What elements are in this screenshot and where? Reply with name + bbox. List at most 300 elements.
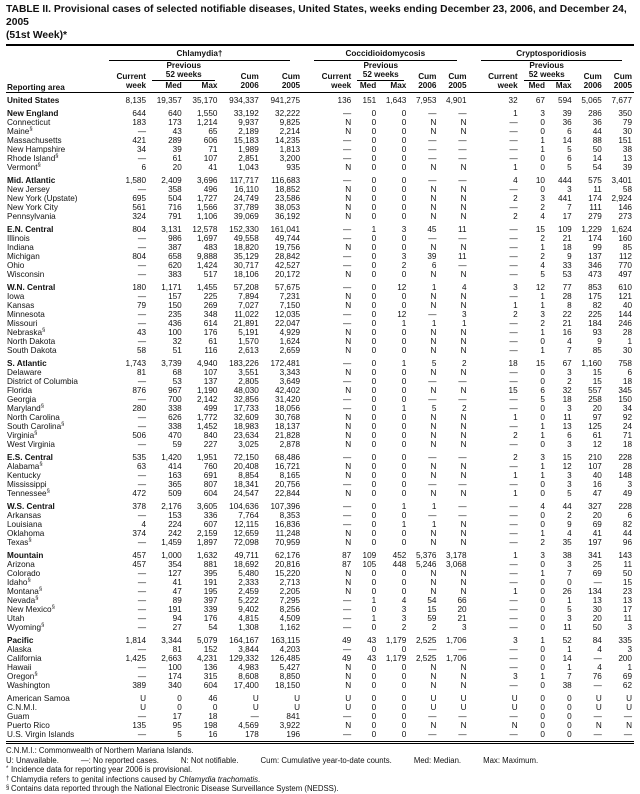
value-cell: 21 xyxy=(562,319,572,328)
value-cell: 4,983 xyxy=(238,663,259,672)
value-cell: 7,295 xyxy=(279,596,301,605)
value-cell: N xyxy=(430,431,437,440)
value-cell: 881 xyxy=(203,560,218,569)
value-cell: 1,160 xyxy=(581,359,602,368)
value-cell: 57,208 xyxy=(233,283,259,292)
value-cell: 2,805 xyxy=(238,377,259,386)
group-header-chlamydia xyxy=(97,45,302,61)
value-cell: — xyxy=(593,712,602,721)
value-cell: 146 xyxy=(618,203,632,212)
value-cell: — xyxy=(458,395,467,404)
value-cell: 1 xyxy=(627,663,632,672)
value-cell: N xyxy=(345,569,352,578)
value-cell: 2 xyxy=(513,212,518,221)
value-cell: 67 xyxy=(562,359,572,368)
value-cell: 0 xyxy=(540,127,545,136)
value-cell: — xyxy=(250,712,259,721)
reporting-area-cell: Florida xyxy=(7,386,33,395)
value-cell: U xyxy=(345,703,352,712)
value-cell: N xyxy=(430,663,437,672)
value-cell: 0 xyxy=(371,319,377,328)
value-cell: 1 xyxy=(540,462,545,471)
value-cell: 111 xyxy=(589,203,602,212)
value-cell: 6 xyxy=(627,511,632,520)
value-cell: 1,179 xyxy=(385,636,407,645)
value-cell: 30 xyxy=(622,127,632,136)
value-cell: — xyxy=(343,145,352,154)
reporting-area-cell: W.N. Central xyxy=(7,283,56,292)
value-cell: 14 xyxy=(562,654,572,663)
table-row xyxy=(6,578,634,587)
value-cell: 1 xyxy=(401,359,407,368)
value-cell: 269 xyxy=(203,301,218,310)
reporting-area-cell: Mountain xyxy=(7,551,44,560)
value-cell: 0 xyxy=(540,681,545,690)
value-cell: 0 xyxy=(401,234,407,243)
value-cell: 7,764 xyxy=(238,511,259,520)
value-cell: 8,135 xyxy=(125,96,147,105)
table-row xyxy=(6,596,634,605)
reporting-area-cell: New Jersey xyxy=(7,185,50,194)
value-cell: 39,069 xyxy=(233,212,259,221)
value-cell: N xyxy=(345,243,352,252)
table-row xyxy=(6,623,634,632)
value-cell: N xyxy=(430,203,437,212)
value-cell: 44 xyxy=(592,127,602,136)
value-cell: 0 xyxy=(371,109,377,118)
value-cell: 6 xyxy=(627,368,632,377)
value-cell: — xyxy=(458,645,467,654)
value-cell: 18 xyxy=(208,712,218,721)
value-cell: 0 xyxy=(401,569,407,578)
value-cell: 3 xyxy=(540,453,545,462)
value-cell: 24,547 xyxy=(233,489,259,498)
value-cell: — xyxy=(428,395,437,404)
value-cell: 3 xyxy=(401,614,407,623)
value-cell: 3 xyxy=(567,440,572,449)
value-cell: — xyxy=(137,587,147,596)
value-cell: 0 xyxy=(540,605,545,614)
value-cell: 1 xyxy=(401,404,407,413)
value-cell: 173 xyxy=(168,118,182,127)
table-row xyxy=(6,212,634,221)
value-cell: 5 xyxy=(177,730,182,739)
value-cell: 0 xyxy=(401,194,407,203)
cum2005-label: 2005 xyxy=(261,81,302,93)
value-cell: — xyxy=(343,225,352,234)
value-cell: — xyxy=(137,712,147,721)
reporting-area-header xyxy=(6,45,97,93)
value-cell: 876 xyxy=(132,386,147,395)
value-cell: 2 xyxy=(431,623,437,632)
reporting-area-cell: Vermont§ xyxy=(7,162,41,172)
value-cell: 224 xyxy=(168,520,182,529)
value-cell: 44 xyxy=(622,529,632,538)
value-cell: 28 xyxy=(562,292,572,301)
value-cell: — xyxy=(137,270,147,279)
reporting-area-cell: Wyoming§ xyxy=(7,622,45,632)
value-cell: 1,697 xyxy=(196,234,218,243)
table-title-line2: (51st Week)* xyxy=(6,30,68,41)
value-cell: N xyxy=(460,328,467,337)
value-cell: 0 xyxy=(371,377,377,386)
reporting-area-cell: Hawaii xyxy=(7,663,32,672)
value-cell: 0 xyxy=(401,703,407,712)
value-cell: N xyxy=(460,185,467,194)
value-cell: 3 xyxy=(401,225,407,234)
value-cell: N xyxy=(430,529,437,538)
reporting-area-cell: New York City xyxy=(7,203,58,212)
value-cell: 228 xyxy=(618,453,632,462)
value-cell: — xyxy=(137,569,147,578)
value-cell: 0 xyxy=(401,440,407,449)
value-cell: 1 xyxy=(540,422,545,431)
value-cell: 135 xyxy=(132,721,147,730)
value-cell: 3 xyxy=(627,645,632,654)
value-cell: 37,789 xyxy=(233,203,259,212)
value-cell: — xyxy=(137,292,147,301)
value-cell: 107 xyxy=(588,462,602,471)
value-cell: 358 xyxy=(168,185,182,194)
value-cell: 54 xyxy=(592,163,602,172)
value-cell: 38 xyxy=(562,551,572,560)
reporting-area-cell: Arkansas xyxy=(7,511,42,520)
value-cell: 1,043 xyxy=(238,163,259,172)
value-cell: 5,480 xyxy=(238,569,259,578)
value-cell: 196 xyxy=(286,730,301,739)
value-cell: — xyxy=(428,109,437,118)
value-cell: 49 xyxy=(622,489,632,498)
value-cell: 0 xyxy=(371,270,377,279)
value-cell: 36 xyxy=(592,118,602,127)
value-cell: 14 xyxy=(592,154,602,163)
value-cell: 134 xyxy=(588,587,602,596)
value-cell: 3,178 xyxy=(446,551,467,560)
table-row xyxy=(6,279,634,292)
value-cell: 33 xyxy=(562,261,572,270)
value-cell: 28 xyxy=(622,328,632,337)
value-cell: N xyxy=(345,681,352,690)
value-cell: 2,189 xyxy=(238,127,259,136)
value-cell: 3 xyxy=(401,605,407,614)
value-cell: 28 xyxy=(622,462,632,471)
reporting-area-cell: Pacific xyxy=(7,636,34,645)
value-cell: 242 xyxy=(168,529,182,538)
reporting-area-cell: E.S. Central xyxy=(7,453,53,462)
value-cell: 604 xyxy=(203,681,218,690)
value-cell: 69 xyxy=(592,569,602,578)
value-cell: N xyxy=(345,212,352,221)
value-cell: 804 xyxy=(132,225,147,234)
value-cell: — xyxy=(509,440,518,449)
value-cell: 644 xyxy=(132,109,147,118)
value-cell: 85 xyxy=(622,243,632,252)
value-cell: 7 xyxy=(567,203,572,212)
value-cell: — xyxy=(137,480,147,489)
value-cell: 0 xyxy=(401,270,407,279)
value-cell: 22 xyxy=(562,310,572,319)
value-cell: 0 xyxy=(371,663,377,672)
value-cell: — xyxy=(509,538,518,547)
value-cell: 4,509 xyxy=(279,614,301,623)
value-cell: 61 xyxy=(592,431,602,440)
value-cell: 1,000 xyxy=(161,551,182,560)
value-cell: — xyxy=(343,511,352,520)
value-cell: — xyxy=(343,453,352,462)
value-cell: 1,550 xyxy=(196,109,218,118)
reporting-area-cell: Alaska xyxy=(7,645,32,654)
value-cell: 20 xyxy=(592,404,602,413)
value-cell: 4 xyxy=(567,337,572,346)
value-cell: 12 xyxy=(535,283,545,292)
value-cell: 2,176 xyxy=(161,502,182,511)
value-cell: — xyxy=(509,154,518,163)
value-cell: 14,235 xyxy=(275,136,301,145)
value-cell: 0 xyxy=(540,721,545,730)
weeks-header-row xyxy=(6,70,634,81)
value-cell: 0 xyxy=(401,538,407,547)
value-cell: N xyxy=(460,520,467,529)
value-cell: 279 xyxy=(588,212,602,221)
table-row xyxy=(6,480,634,489)
value-cell: 136 xyxy=(337,96,352,105)
value-cell: 0 xyxy=(371,185,377,194)
value-cell: — xyxy=(458,730,467,739)
value-cell: 23,586 xyxy=(275,194,301,203)
value-cell: 620 xyxy=(168,261,182,270)
value-cell: 58 xyxy=(622,185,632,194)
value-cell: N xyxy=(460,337,467,346)
value-cell: 20,408 xyxy=(233,462,259,471)
value-cell: 68 xyxy=(172,368,182,377)
value-cell: 1 xyxy=(540,243,545,252)
value-cell: 228 xyxy=(618,502,632,511)
value-cell: 176 xyxy=(203,614,218,623)
value-cell: — xyxy=(509,292,518,301)
value-cell: 3,605 xyxy=(196,502,218,511)
value-cell: 3,200 xyxy=(279,154,301,163)
value-cell: 109 xyxy=(362,551,377,560)
value-cell: — xyxy=(458,145,467,154)
table-title-line1: TABLE II. Provisional cases of selected notifiable diseases, United States, weeks ending December 23, 2006, and December 24, 2005 xyxy=(6,4,627,28)
value-cell: U xyxy=(430,703,437,712)
value-cell: 183 xyxy=(132,118,147,127)
value-cell: — xyxy=(428,645,437,654)
value-cell: — xyxy=(428,511,437,520)
value-cell: 43 xyxy=(136,328,147,337)
value-cell: 1,580 xyxy=(125,176,147,185)
value-cell: 67 xyxy=(535,96,545,105)
value-cell: 85 xyxy=(592,346,602,355)
value-cell: 3,844 xyxy=(238,645,259,654)
value-cell: 4,203 xyxy=(279,645,301,654)
value-cell: — xyxy=(509,368,518,377)
table-row xyxy=(6,203,634,212)
value-cell: 0 xyxy=(540,368,545,377)
value-cell: 160 xyxy=(618,234,632,243)
value-cell: 0 xyxy=(371,310,377,319)
value-cell: U xyxy=(294,694,301,703)
value-cell: 496 xyxy=(203,185,218,194)
value-cell: 7,894 xyxy=(238,292,259,301)
value-cell: — xyxy=(428,377,437,386)
value-cell: 1,570 xyxy=(238,337,259,346)
cum2006-label: 2006 xyxy=(219,81,260,93)
value-cell: 0 xyxy=(567,694,572,703)
value-cell: 0 xyxy=(371,118,377,127)
value-cell: 126,485 xyxy=(270,654,301,663)
table-row xyxy=(6,632,634,645)
current-label: Current xyxy=(321,72,352,81)
value-cell: 2 xyxy=(540,538,545,547)
value-cell: 2,663 xyxy=(161,654,182,663)
value-cell: 758 xyxy=(618,359,632,368)
value-cell: 6 xyxy=(567,431,572,440)
value-cell: 336 xyxy=(203,511,218,520)
value-cell: 0 xyxy=(371,243,377,252)
value-cell: N xyxy=(345,185,352,194)
reporting-area-cell: Texas§ xyxy=(7,537,32,547)
value-cell: 1,229 xyxy=(581,225,602,234)
max-label: Max xyxy=(184,81,220,93)
table-row xyxy=(6,163,634,172)
value-cell: 107,396 xyxy=(270,502,301,511)
dagger-marker: † xyxy=(6,775,10,782)
value-cell: 3,739 xyxy=(161,359,182,368)
reporting-area-cell: Ohio xyxy=(7,261,25,270)
value-cell: 35,129 xyxy=(233,252,259,261)
value-cell: N xyxy=(460,440,467,449)
value-cell: 4,940 xyxy=(196,359,218,368)
value-cell: 0 xyxy=(371,672,377,681)
abbrev-item: —: No reported cases. xyxy=(80,755,159,765)
value-cell: 1,106 xyxy=(196,212,218,221)
value-cell: U xyxy=(511,703,518,712)
value-cell: 2 xyxy=(513,453,518,462)
value-cell: 12 xyxy=(562,462,572,471)
value-cell: 935 xyxy=(286,163,301,172)
value-cell: 180 xyxy=(132,283,147,292)
reporting-area-cell: Pennsylvania xyxy=(7,212,56,221)
value-cell: 39 xyxy=(172,145,182,154)
value-cell: — xyxy=(509,261,518,270)
value-cell: N xyxy=(460,292,467,301)
value-cell: 0 xyxy=(371,453,377,462)
value-cell: 18,056 xyxy=(275,404,301,413)
value-cell: 176 xyxy=(203,328,218,337)
value-cell: 504 xyxy=(168,194,182,203)
value-cell: 3 xyxy=(567,480,572,489)
value-cell: 0 xyxy=(401,185,407,194)
value-cell: U xyxy=(140,703,147,712)
value-cell: 0 xyxy=(540,578,545,587)
value-cell: — xyxy=(509,127,518,136)
value-cell: 0 xyxy=(371,502,377,511)
value-cell: 27 xyxy=(172,623,182,632)
value-cell: 18 xyxy=(562,395,572,404)
value-cell: 0 xyxy=(371,694,377,703)
value-cell: 42,527 xyxy=(275,261,301,270)
value-cell: 807 xyxy=(203,480,218,489)
value-cell: 389 xyxy=(132,681,147,690)
value-cell: 1 xyxy=(540,292,545,301)
value-cell: U xyxy=(294,703,301,712)
value-cell: N xyxy=(345,431,352,440)
value-cell: — xyxy=(593,578,602,587)
value-cell: 5 xyxy=(567,145,572,154)
value-cell: 509 xyxy=(168,489,182,498)
value-cell: 1 xyxy=(540,529,545,538)
reporting-area-cell: Kentucky xyxy=(7,471,41,480)
value-cell: 0 xyxy=(401,712,407,721)
value-cell: 2 xyxy=(540,319,545,328)
table-row xyxy=(6,471,634,480)
value-cell: 0 xyxy=(401,301,407,310)
table-row xyxy=(6,569,634,578)
value-cell: 7,027 xyxy=(238,301,259,310)
value-cell: 47 xyxy=(172,587,182,596)
value-cell: 0 xyxy=(401,109,407,118)
current-label: Current xyxy=(488,72,518,81)
reporting-area-cell: E.N. Central xyxy=(7,225,54,234)
reporting-area-cell: North Dakota xyxy=(7,337,56,346)
value-cell: 1 xyxy=(540,346,545,355)
value-cell: N xyxy=(430,672,437,681)
value-cell: 18 xyxy=(562,243,572,252)
value-cell: 2,851 xyxy=(238,154,259,163)
value-cell: 4 xyxy=(513,176,518,185)
value-cell: — xyxy=(509,118,518,127)
value-cell: 4 xyxy=(597,645,602,654)
value-cell: 49,744 xyxy=(275,234,301,243)
value-cell: 2 xyxy=(540,203,545,212)
value-cell: — xyxy=(343,596,352,605)
value-cell: 0 xyxy=(540,654,545,663)
value-cell: — xyxy=(343,502,352,511)
value-cell: 116,683 xyxy=(271,176,301,185)
value-cell: 15 xyxy=(427,605,437,614)
value-cell: 5,079 xyxy=(196,636,218,645)
value-cell: 11 xyxy=(458,225,467,234)
value-cell: 0 xyxy=(371,462,377,471)
reporting-area-cell: Louisiana xyxy=(7,520,43,529)
value-cell: N xyxy=(345,118,352,127)
value-cell: 148 xyxy=(618,471,632,480)
value-cell: 19,756 xyxy=(275,243,301,252)
value-cell: — xyxy=(509,645,518,654)
value-cell: 97 xyxy=(592,413,602,422)
value-cell: 421 xyxy=(132,136,147,145)
value-cell: 1 xyxy=(627,337,632,346)
value-cell: N xyxy=(345,538,352,547)
value-cell: 1 xyxy=(540,636,545,645)
value-cell: 374 xyxy=(132,529,147,538)
value-cell: 1 xyxy=(431,319,437,328)
value-cell: N xyxy=(345,721,352,730)
value-cell: 100 xyxy=(168,328,182,337)
value-cell: 2 xyxy=(401,623,407,632)
value-cell: 1 xyxy=(513,489,518,498)
value-cell: 0 xyxy=(401,368,407,377)
value-cell: 77 xyxy=(562,283,572,292)
table-row xyxy=(6,301,634,310)
abbrev-item: Max: Maximum. xyxy=(483,755,539,765)
footnote-section xyxy=(6,784,634,794)
value-cell: — xyxy=(509,596,518,605)
value-cell: 457 xyxy=(132,560,147,569)
value-cell: — xyxy=(428,145,437,154)
value-cell: 17,733 xyxy=(233,404,259,413)
